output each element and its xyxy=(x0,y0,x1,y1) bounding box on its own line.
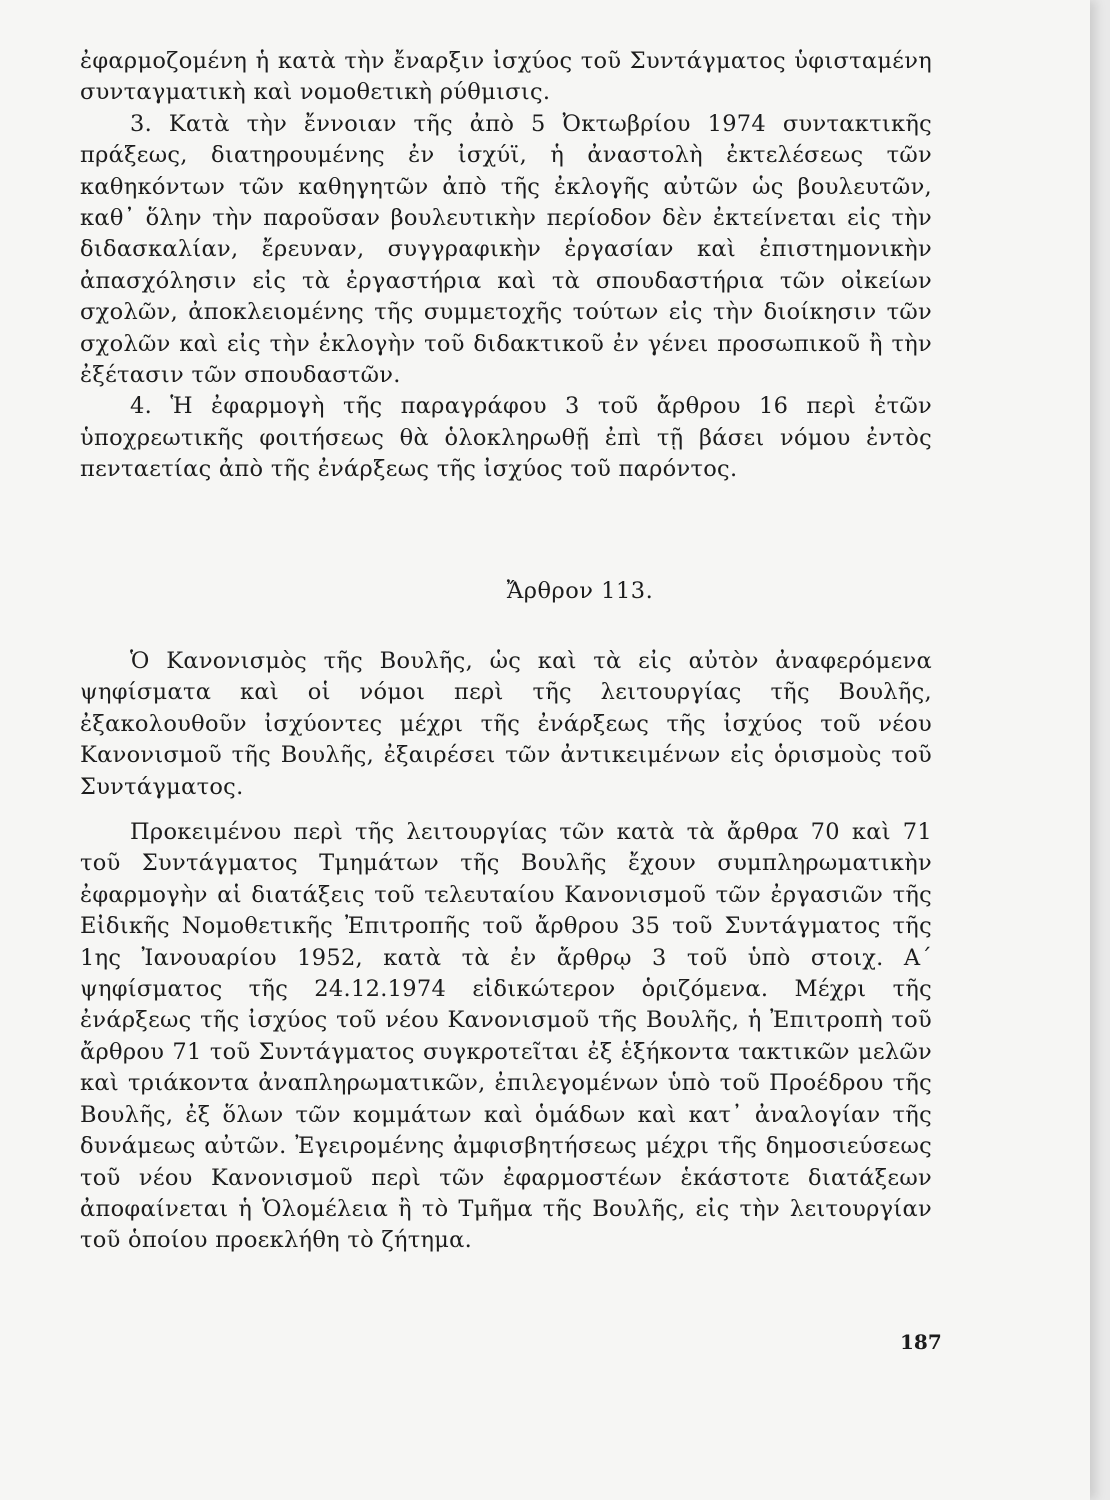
article-body xyxy=(80,646,932,1257)
article-paragraph-2: Προκειμένου περὶ τῆς λειτουργίας τῶν κατὰ τὰ ἄρθρα 70 καὶ 71 τοῦ Συντάγματος Τμημάτων τῆς Βουλῆς ἔχουν συμπληρωματικὴν ἐφαρμογὴν αἱ διατάξεις τοῦ τελευταίου Κανονισμοῦ τῶν ἐργασιῶν τῆς Εἰδικῆς Νομοθετικῆς Ἐπιτροπῆς τοῦ ἄρθρου 35 τοῦ Συντάγματος τῆς 1ης Ἰανουαρίου 1952, κατὰ τὰ ἐν ἄρθρῳ 3 τοῦ ὑπὸ στοιχ. Α´ ψηφίσματος τῆς 24.12.1974 εἰδικώτερον ὁριζόμενα. Μέχρι τῆς ἐνάρξεως τῆς ἰσχύος τοῦ νέου Κανονισμοῦ τῆς Βουλῆς, ἡ Ἐπιτροπὴ τοῦ ἄρθρου 71 τοῦ Συντάγματος συγκροτεῖται ἐξ ἑξήκοντα τακτικῶν μελῶν καὶ τριάκοντα ἀναπληρωματικῶν, ἐπιλεγομένων ὑπὸ τοῦ Προέδρου τῆς Βουλῆς, ἐξ ὅλων τῶν κομμάτων καὶ ὁμάδων καὶ κατ᾿ ἀναλογίαν τῆς δυνάμεως αὐτῶν. Ἐγειρομένης ἀμφισβητήσεως μέχρι τῆς δημοσιεύσεως τοῦ νέου Κανονισμοῦ περὶ τῶν ἐφαρμοστέων ἑκάστοτε διατάξεων ἀποφαίνεται ἡ Ὁλομέλεια ἢ τὸ Τμῆμα τῆς Βουλῆς, εἰς τὴν λειτουργίαν τοῦ ὁποίου προεκλήθη τὸ ζήτημα. xyxy=(80,819,932,1254)
paragraph-continuation: ἐφαρμοζομένη ἡ κατὰ τὴν ἔναρξιν ἰσχύος τοῦ Συντάγματος ὑφισταμένη συνταγματικὴ καὶ νομοθετικὴ ρύθμισις. xyxy=(80,48,932,106)
continued-text-block xyxy=(80,46,932,486)
paragraph-3: 3. Κατὰ τὴν ἔννοιαν τῆς ἀπὸ 5 Ὀκτωβρίου 1974 συντακτικῆς πράξεως, διατηρουμένης ἐν ἰσχύϊ, ἡ ἀναστολὴ ἐκτελέσεως τῶν καθηκόντων τῶν καθηγητῶν ἀπὸ τῆς ἐκλογῆς αὐτῶν ὡς βουλευτῶν, καθ᾿ ὅλην τὴν παροῦσαν βουλευτικὴν περίοδον δὲν ἐκτείνεται εἰς τὴν διδασκαλίαν, ἔρευναν, συγγραφικὴν ἐργασίαν καὶ ἐπιστημονικὴν ἀπασχόλησιν εἰς τὰ ἐργαστήρια καὶ τὰ σπουδαστήρια τῶν οἰκείων σχολῶν, ἀποκλειομένης τῆς συμμετοχῆς τούτων εἰς τὴν διοίκησιν τῶν σχολῶν καὶ εἰς τὴν ἐκλογὴν τοῦ διδακτικοῦ ἐν γένει προσωπικοῦ ἢ τὴν ἐξέτασιν τῶν σπουδαστῶν. xyxy=(80,110,932,389)
article-heading: Ἄρθρον 113. xyxy=(506,578,654,604)
article-paragraph-1: Ὁ Κανονισμὸς τῆς Βουλῆς, ὡς καὶ τὰ εἰς αὐτὸν ἀναφερόμενα ψηφίσματα καὶ οἱ νόμοι περὶ τῆς λειτουργίας τῆς Βουλῆς, ἐξακολουθοῦν ἰσχύοντες μέχρι τῆς ἐνάρξεως τῆς ἰσχύος τοῦ νέου Κανονισμοῦ τῆς Βουλῆς, ἐξαιρέσει τῶν ἀντικειμένων εἰς ὁρισμοὺς τοῦ Συντάγματος. xyxy=(80,648,932,800)
page-number: 187 xyxy=(900,1330,942,1354)
paragraph-4: 4. Ἡ ἐφαρμογὴ τῆς παραγράφου 3 τοῦ ἄρθρου 16 περὶ ἐτῶν ὑποχρεωτικῆς φοιτήσεως θὰ ὁλοκληρωθῇ ἐπὶ τῇ βάσει νόμου ἐντὸς πενταετίας ἀπὸ τῆς ἐνάρξεως τῆς ἰσχύος τοῦ παρόντος. xyxy=(80,393,932,483)
